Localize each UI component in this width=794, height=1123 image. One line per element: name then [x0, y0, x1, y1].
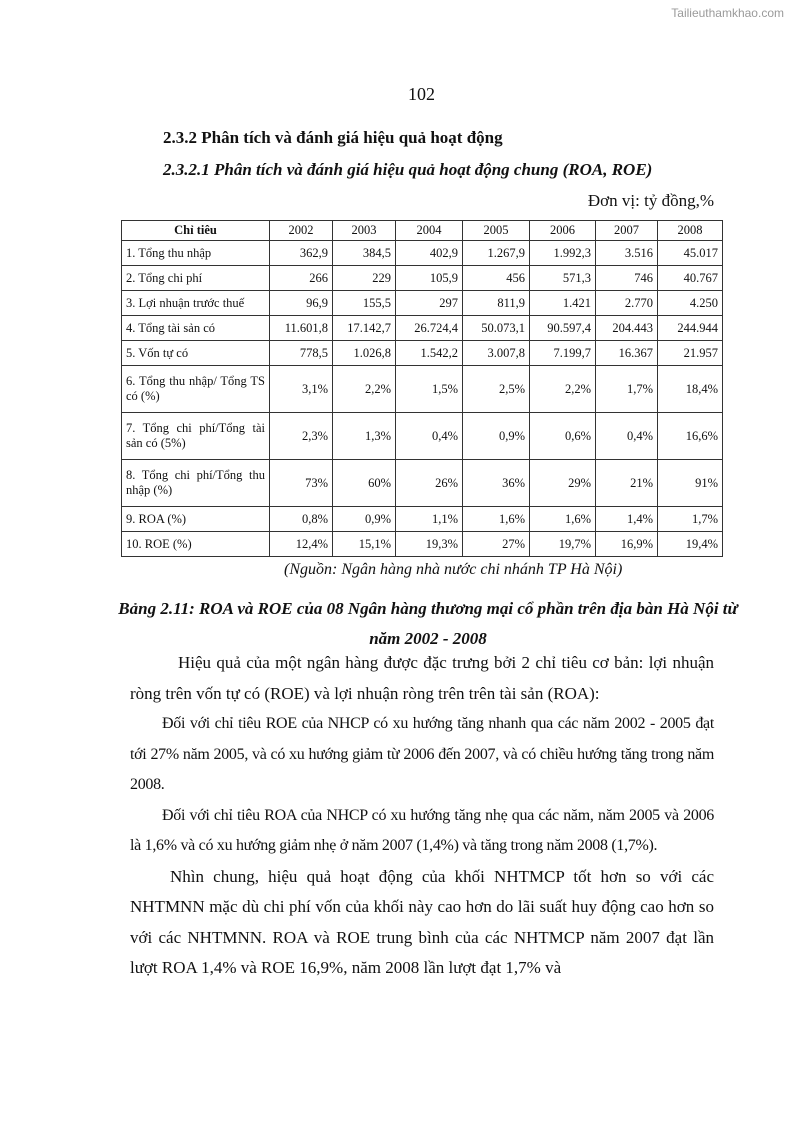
row-label: 1. Tổng thu nhập: [122, 241, 270, 266]
table-row: [122, 316, 723, 341]
table-cell: 402,9: [396, 241, 463, 266]
table-cell: 7.199,7: [530, 341, 596, 366]
table-caption: Bảng 2.11: ROA và ROE của 08 Ngân hàng thương mại cổ phần trên địa bàn Hà Nội từ năm 2002 - 2008: [118, 599, 738, 648]
table-cell: 36%: [463, 460, 530, 507]
table-cell: 1.542,2: [396, 341, 463, 366]
table-cell: 1.421: [530, 291, 596, 316]
table-cell: 16.367: [596, 341, 658, 366]
table-cell: 1,4%: [596, 507, 658, 532]
table-cell: 746: [596, 266, 658, 291]
subsection-heading: 2.3.2.1 Phân tích và đánh giá hiệu quả hoạt động chung (ROA, ROE): [163, 160, 653, 179]
header-cell: 2003: [333, 221, 396, 241]
header-cell: 2002: [270, 221, 333, 241]
table-cell: 1,7%: [596, 366, 658, 413]
table-cell: 19,3%: [396, 532, 463, 557]
table-cell: 3.516: [596, 241, 658, 266]
section-heading: 2.3.2 Phân tích và đánh giá hiệu quả hoạt động: [163, 128, 503, 147]
paragraph: Nhìn chung, hiệu quả hoạt động của khối NHTMCP tốt hơn so với các NHTMNN mặc dù chi phí vốn của khối này cao hơn do lãi suất huy động cao hơn so với các NHTMNN. ROA và ROE trung bình của các NHTMCP năm 2007 đạt lần lượt ROA 1,4% và ROE 16,9%, năm 2008 lần lượt đạt 1,7% và: [130, 866, 714, 977]
table-row: [122, 507, 723, 532]
table-cell: 12,4%: [270, 532, 333, 557]
table-cell: 105,9: [396, 266, 463, 291]
table-cell: 229: [333, 266, 396, 291]
row-label: 7. Tổng chi phí/Tổng tài sản có (5%): [122, 413, 270, 460]
table-cell: 244.944: [658, 316, 723, 341]
table-cell: 18,4%: [658, 366, 723, 413]
row-label: 2. Tổng chi phí: [122, 266, 270, 291]
table-row: [122, 241, 723, 266]
table-cell: 73%: [270, 460, 333, 507]
table-cell: 90.597,4: [530, 316, 596, 341]
paragraph: Hiệu quả của một ngân hàng được đặc trưng bởi 2 chỉ tiêu cơ bản: lợi nhuận ròng trên vốn tự có (ROE) và lợi nhuận ròng trên trên tài sản (ROA):: [130, 653, 714, 703]
table-cell: 2.770: [596, 291, 658, 316]
table-cell: 26.724,4: [396, 316, 463, 341]
table-row: [122, 532, 723, 557]
table-cell: 1,6%: [530, 507, 596, 532]
header-cell: 2007: [596, 221, 658, 241]
row-label: 4. Tổng tài sản có: [122, 316, 270, 341]
table-cell: 571,3: [530, 266, 596, 291]
table-cell: 45.017: [658, 241, 723, 266]
table-cell: 17.142,7: [333, 316, 396, 341]
table-cell: 29%: [530, 460, 596, 507]
body-text: [130, 648, 714, 984]
table-cell: 16,6%: [658, 413, 723, 460]
table-cell: 3,1%: [270, 366, 333, 413]
table-cell: 0,9%: [333, 507, 396, 532]
table-cell: 1.992,3: [530, 241, 596, 266]
table-cell: 15,1%: [333, 532, 396, 557]
table-cell: 1,7%: [658, 507, 723, 532]
table-cell: 362,9: [270, 241, 333, 266]
watermark: Tailieuthamkhao.com: [671, 6, 784, 20]
roa-roe-table: [121, 220, 723, 557]
table-cell: 2,2%: [333, 366, 396, 413]
table-cell: 96,9: [270, 291, 333, 316]
table-cell: 1,3%: [333, 413, 396, 460]
table-cell: 2,3%: [270, 413, 333, 460]
table-row: [122, 366, 723, 413]
paragraph: Đối với chỉ tiêu ROE của NHCP có xu hướng tăng nhanh qua các năm 2002 - 2005 đạt tới 27% năm 2005, và có xu hướng giảm từ 2006 đến 2007, và có chiều hướng tăng trong năm 2008.: [130, 715, 714, 793]
table-cell: 3.007,8: [463, 341, 530, 366]
table-cell: 778,5: [270, 341, 333, 366]
table-header-row: [122, 221, 723, 241]
header-cell: Chỉ tiêu: [122, 221, 270, 241]
table-cell: 40.767: [658, 266, 723, 291]
table-cell: 1,5%: [396, 366, 463, 413]
table-cell: 384,5: [333, 241, 396, 266]
header-cell: 2006: [530, 221, 596, 241]
table-cell: 27%: [463, 532, 530, 557]
table-row: [122, 266, 723, 291]
table-row: [122, 291, 723, 316]
table-cell: 16,9%: [596, 532, 658, 557]
table-cell: 1,6%: [463, 507, 530, 532]
table-cell: 155,5: [333, 291, 396, 316]
row-label: 6. Tổng thu nhập/ Tổng TS có (%): [122, 366, 270, 413]
table-row: [122, 341, 723, 366]
row-label: 5. Vốn tự có: [122, 341, 270, 366]
table-cell: 2,2%: [530, 366, 596, 413]
table-cell: 811,9: [463, 291, 530, 316]
page-number: 102: [408, 84, 435, 104]
table-cell: 1.026,8: [333, 341, 396, 366]
table-cell: 26%: [396, 460, 463, 507]
paragraph: Đối với chỉ tiêu ROA của NHCP có xu hướng tăng nhẹ qua các năm, năm 2005 và 2006 là 1,6% và có xu hướng giảm nhẹ ở năm 2007 (1,4%) và tăng trong năm 2008 (1,7%).: [130, 806, 714, 854]
table-cell: 266: [270, 266, 333, 291]
header-cell: 2005: [463, 221, 530, 241]
row-label: 8. Tổng chi phí/Tổng thu nhập (%): [122, 460, 270, 507]
table-cell: 11.601,8: [270, 316, 333, 341]
table-cell: 204.443: [596, 316, 658, 341]
table-cell: 0,6%: [530, 413, 596, 460]
source-note: (Nguồn: Ngân hàng nhà nước chi nhánh TP Hà Nội): [284, 561, 623, 578]
table-cell: 19,4%: [658, 532, 723, 557]
table-row: [122, 460, 723, 507]
row-label: 10. ROE (%): [122, 532, 270, 557]
header-cell: 2008: [658, 221, 723, 241]
row-label: 3. Lợi nhuận trước thuế: [122, 291, 270, 316]
table-row: [122, 413, 723, 460]
table-cell: 60%: [333, 460, 396, 507]
table-cell: 297: [396, 291, 463, 316]
table-cell: 21%: [596, 460, 658, 507]
table-cell: 4.250: [658, 291, 723, 316]
table-cell: 21.957: [658, 341, 723, 366]
unit-note: Đơn vị: tỷ đồng,%: [587, 191, 714, 210]
table-cell: 1.267,9: [463, 241, 530, 266]
header-cell: 2004: [396, 221, 463, 241]
table-cell: 50.073,1: [463, 316, 530, 341]
table-cell: 0,4%: [596, 413, 658, 460]
row-label: 9. ROA (%): [122, 507, 270, 532]
table-cell: 0,9%: [463, 413, 530, 460]
table-cell: 456: [463, 266, 530, 291]
table-cell: 0,8%: [270, 507, 333, 532]
table-cell: 0,4%: [396, 413, 463, 460]
table-cell: 2,5%: [463, 366, 530, 413]
table-cell: 1,1%: [396, 507, 463, 532]
table-cell: 19,7%: [530, 532, 596, 557]
table-cell: 91%: [658, 460, 723, 507]
